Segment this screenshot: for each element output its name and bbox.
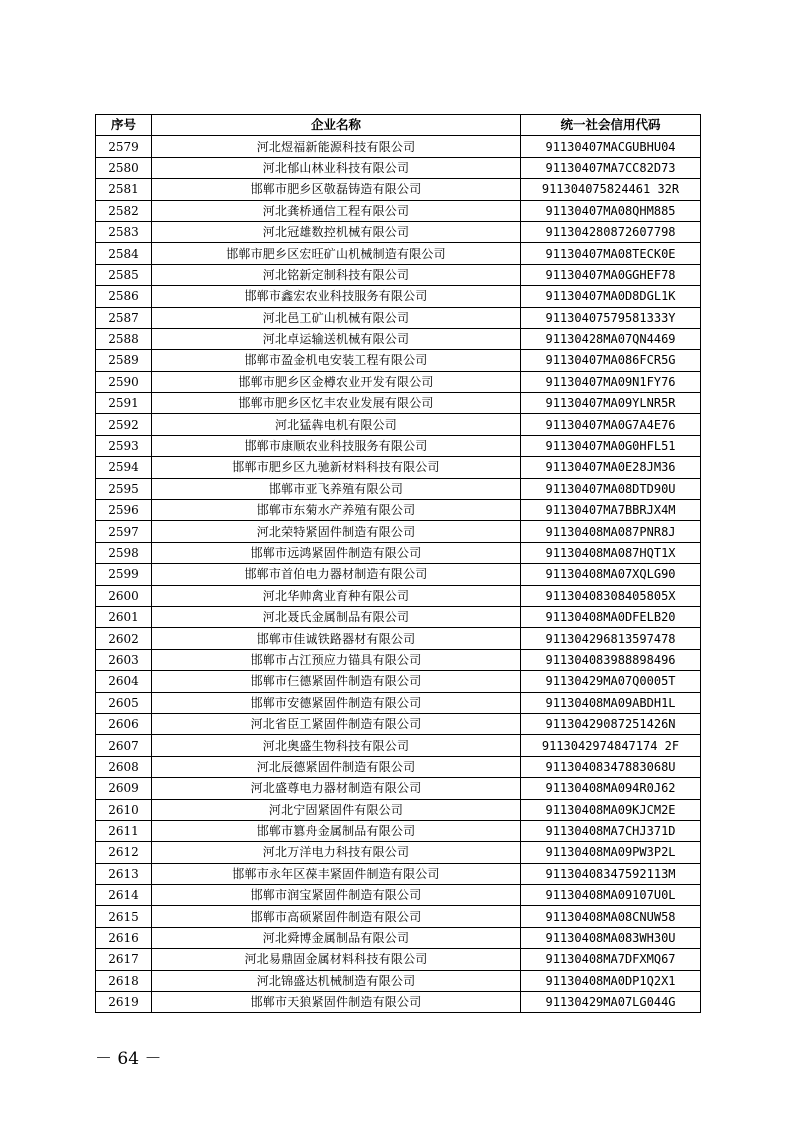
serial-number-cell: 2617	[96, 949, 152, 970]
credit-code-cell: 91130408347592113M	[521, 863, 701, 884]
credit-code-cell: 91130408MA09KJCM2E	[521, 799, 701, 820]
table-row	[96, 799, 701, 820]
table-row	[96, 713, 701, 734]
serial-number-cell: 2598	[96, 542, 152, 563]
table-row	[96, 649, 701, 670]
column-header-company-name: 企业名称	[152, 115, 521, 136]
credit-code-cell: 91130408MA0DFELB20	[521, 606, 701, 627]
serial-number-cell: 2592	[96, 414, 152, 435]
table-row	[96, 500, 701, 521]
company-name-cell: 河北铭新定制科技有限公司	[152, 264, 521, 285]
serial-number-cell: 2595	[96, 478, 152, 499]
company-name-cell: 河北邑工矿山机械有限公司	[152, 307, 521, 328]
company-name-cell: 邯郸市远鸿紧固件制造有限公司	[152, 542, 521, 563]
column-header-credit-code: 统一社会信用代码	[521, 115, 701, 136]
credit-code-cell: 91130429MA07Q0005T	[521, 671, 701, 692]
serial-number-cell: 2579	[96, 136, 152, 157]
company-name-cell: 河北冠雄数控机械有限公司	[152, 221, 521, 242]
table-row	[96, 200, 701, 221]
company-name-cell: 邯郸市肥乡区九驰新材料科技有限公司	[152, 457, 521, 478]
credit-code-cell: 91130407MA0E28JM36	[521, 457, 701, 478]
table-row	[96, 414, 701, 435]
serial-number-cell: 2590	[96, 371, 152, 392]
table-row	[96, 307, 701, 328]
serial-number-cell: 2594	[96, 457, 152, 478]
table-row	[96, 457, 701, 478]
table-row	[96, 564, 701, 585]
table-row	[96, 820, 701, 841]
credit-code-cell: 91130408MA0DP1Q2X1	[521, 970, 701, 991]
table-row	[96, 992, 701, 1013]
table-row	[96, 756, 701, 777]
serial-number-cell: 2585	[96, 264, 152, 285]
table-row	[96, 136, 701, 157]
credit-code-cell: 91130407MA7BBRJX4M	[521, 500, 701, 521]
credit-code-cell: 91130408MA09107U0L	[521, 885, 701, 906]
table-row	[96, 585, 701, 606]
company-name-cell: 河北锦盛达机械制造有限公司	[152, 970, 521, 991]
table-row	[96, 286, 701, 307]
company-name-cell: 邯郸市康顺农业科技服务有限公司	[152, 435, 521, 456]
serial-number-cell: 2604	[96, 671, 152, 692]
serial-number-cell: 2614	[96, 885, 152, 906]
company-name-cell: 河北聂氏金属制品有限公司	[152, 606, 521, 627]
serial-number-cell: 2608	[96, 756, 152, 777]
serial-number-cell: 2609	[96, 778, 152, 799]
company-name-cell: 邯郸市肥乡区忆丰农业发展有限公司	[152, 393, 521, 414]
credit-code-cell: 91130407579581333Y	[521, 307, 701, 328]
serial-number-cell: 2596	[96, 500, 152, 521]
credit-code-cell: 91130408MA7CHJ371D	[521, 820, 701, 841]
table-row	[96, 606, 701, 627]
serial-number-cell: 2591	[96, 393, 152, 414]
company-name-cell: 邯郸市佳诚铁路器材有限公司	[152, 628, 521, 649]
credit-code-cell: 91130407MA0G7A4E76	[521, 414, 701, 435]
table-row	[96, 264, 701, 285]
credit-code-cell: 91130407MA09N1FY76	[521, 371, 701, 392]
company-name-cell: 河北卓运输送机械有限公司	[152, 328, 521, 349]
serial-number-cell: 2610	[96, 799, 152, 820]
credit-code-cell: 91130408MA08CNUW58	[521, 906, 701, 927]
table-row	[96, 692, 701, 713]
table-row	[96, 906, 701, 927]
credit-code-cell: 91130407MA0D8DGL1K	[521, 286, 701, 307]
serial-number-cell: 2605	[96, 692, 152, 713]
company-name-cell: 河北盛尊电力器材制造有限公司	[152, 778, 521, 799]
credit-code-cell: 91130408MA7DFXMQ67	[521, 949, 701, 970]
company-table	[95, 114, 701, 1013]
credit-code-cell: 91130407MA08DTD90U	[521, 478, 701, 499]
serial-number-cell: 2611	[96, 820, 152, 841]
company-name-cell: 河北宁固紧固件有限公司	[152, 799, 521, 820]
table-row	[96, 970, 701, 991]
serial-number-cell: 2607	[96, 735, 152, 756]
serial-number-cell: 2618	[96, 970, 152, 991]
credit-code-cell: 911304296813597478	[521, 628, 701, 649]
table-row	[96, 863, 701, 884]
company-name-cell: 邯郸市永年区葆丰紧固件制造有限公司	[152, 863, 521, 884]
credit-code-cell: 91130407MA08TECK0E	[521, 243, 701, 264]
table-row	[96, 243, 701, 264]
table-row	[96, 927, 701, 948]
serial-number-cell: 2582	[96, 200, 152, 221]
company-name-cell: 河北荣特紧固件制造有限公司	[152, 521, 521, 542]
page-number: － 64 －	[95, 1049, 162, 1069]
table-row	[96, 521, 701, 542]
table-header-row	[96, 115, 701, 136]
serial-number-cell: 2612	[96, 842, 152, 863]
table-row	[96, 842, 701, 863]
credit-code-cell: 91130408308405805X	[521, 585, 701, 606]
company-name-cell: 邯郸市润宝紧固件制造有限公司	[152, 885, 521, 906]
company-name-cell: 河北郁山林业科技有限公司	[152, 157, 521, 178]
company-name-cell: 河北奥盛生物科技有限公司	[152, 735, 521, 756]
serial-number-cell: 2600	[96, 585, 152, 606]
company-name-cell: 河北舜博金属制品有限公司	[152, 927, 521, 948]
table-row	[96, 221, 701, 242]
table-row	[96, 179, 701, 200]
credit-code-cell: 91130407MA7CC82D73	[521, 157, 701, 178]
column-header-serial: 序号	[96, 115, 152, 136]
serial-number-cell: 2588	[96, 328, 152, 349]
company-name-cell: 邯郸市仨德紧固件制造有限公司	[152, 671, 521, 692]
table-row	[96, 735, 701, 756]
credit-code-cell: 91130429MA07LG044G	[521, 992, 701, 1013]
company-name-cell: 河北易鼎固金属材料科技有限公司	[152, 949, 521, 970]
table-row	[96, 542, 701, 563]
company-name-cell: 邯郸市篡舟金属制品有限公司	[152, 820, 521, 841]
serial-number-cell: 2603	[96, 649, 152, 670]
serial-number-cell: 2619	[96, 992, 152, 1013]
table-row	[96, 949, 701, 970]
credit-code-cell: 91130408MA09PW3P2L	[521, 842, 701, 863]
table-row	[96, 435, 701, 456]
table-row	[96, 628, 701, 649]
serial-number-cell: 2583	[96, 221, 152, 242]
credit-code-cell: 91130407MA09YLNR5R	[521, 393, 701, 414]
table-row	[96, 393, 701, 414]
company-name-cell: 邯郸市东菊水产养殖有限公司	[152, 500, 521, 521]
credit-code-cell: 91130407MA0GGHEF78	[521, 264, 701, 285]
company-name-cell: 邯郸市亚飞养殖有限公司	[152, 478, 521, 499]
serial-number-cell: 2601	[96, 606, 152, 627]
serial-number-cell: 2606	[96, 713, 152, 734]
credit-code-cell: 911304083988898496	[521, 649, 701, 670]
serial-number-cell: 2589	[96, 350, 152, 371]
serial-number-cell: 2587	[96, 307, 152, 328]
company-name-cell: 邯郸市安德紧固件制造有限公司	[152, 692, 521, 713]
company-name-cell: 河北辰德紧固件制造有限公司	[152, 756, 521, 777]
company-name-cell: 邯郸市肥乡区敬磊铸造有限公司	[152, 179, 521, 200]
credit-code-cell: 911304075824461 32R	[521, 179, 701, 200]
table-body	[96, 136, 701, 1013]
credit-code-cell: 9113042974847174 2F	[521, 735, 701, 756]
table-row	[96, 671, 701, 692]
serial-number-cell: 2599	[96, 564, 152, 585]
credit-code-cell: 91130408MA07XQLG90	[521, 564, 701, 585]
company-name-cell: 邯郸市肥乡区金樽农业开发有限公司	[152, 371, 521, 392]
credit-code-cell: 91130407MA0G0HFL51	[521, 435, 701, 456]
company-name-cell: 河北省臣工紧固件制造有限公司	[152, 713, 521, 734]
company-name-cell: 邯郸市盈金机电安装工程有限公司	[152, 350, 521, 371]
credit-code-cell: 91130408MA083WH30U	[521, 927, 701, 948]
serial-number-cell: 2602	[96, 628, 152, 649]
serial-number-cell: 2616	[96, 927, 152, 948]
company-name-cell: 邯郸市鑫宏农业科技服务有限公司	[152, 286, 521, 307]
company-name-cell: 河北龚桥通信工程有限公司	[152, 200, 521, 221]
company-name-cell: 邯郸市占江预应力锚具有限公司	[152, 649, 521, 670]
credit-code-cell: 91130407MA08QHM885	[521, 200, 701, 221]
credit-code-cell: 91130408MA087HQT1X	[521, 542, 701, 563]
table-row	[96, 778, 701, 799]
serial-number-cell: 2613	[96, 863, 152, 884]
credit-code-cell: 91130407MACGUBHU04	[521, 136, 701, 157]
company-name-cell: 河北猛犇电机有限公司	[152, 414, 521, 435]
table-row	[96, 350, 701, 371]
credit-code-cell: 91130429087251426N	[521, 713, 701, 734]
serial-number-cell: 2615	[96, 906, 152, 927]
table-row	[96, 157, 701, 178]
company-name-cell: 邯郸市天狼紧固件制造有限公司	[152, 992, 521, 1013]
table-row	[96, 885, 701, 906]
credit-code-cell: 91130408MA09ABDH1L	[521, 692, 701, 713]
table-row	[96, 371, 701, 392]
company-name-cell: 河北万洋电力科技有限公司	[152, 842, 521, 863]
table-row	[96, 328, 701, 349]
serial-number-cell: 2580	[96, 157, 152, 178]
credit-code-cell: 91130408MA094R0J62	[521, 778, 701, 799]
serial-number-cell: 2597	[96, 521, 152, 542]
serial-number-cell: 2593	[96, 435, 152, 456]
serial-number-cell: 2581	[96, 179, 152, 200]
table-row	[96, 478, 701, 499]
company-name-cell: 邯郸市肥乡区宏旺矿山机械制造有限公司	[152, 243, 521, 264]
company-name-cell: 河北煜福新能源科技有限公司	[152, 136, 521, 157]
serial-number-cell: 2586	[96, 286, 152, 307]
company-name-cell: 河北华帅禽业育种有限公司	[152, 585, 521, 606]
credit-code-cell: 91130407MA086FCR5G	[521, 350, 701, 371]
credit-code-cell: 91130408347883068U	[521, 756, 701, 777]
company-name-cell: 邯郸市高硕紧固件制造有限公司	[152, 906, 521, 927]
credit-code-cell: 91130428MA07QN4469	[521, 328, 701, 349]
credit-code-cell: 911304280872607798	[521, 221, 701, 242]
company-name-cell: 邯郸市首伯电力器材制造有限公司	[152, 564, 521, 585]
serial-number-cell: 2584	[96, 243, 152, 264]
credit-code-cell: 91130408MA087PNR8J	[521, 521, 701, 542]
